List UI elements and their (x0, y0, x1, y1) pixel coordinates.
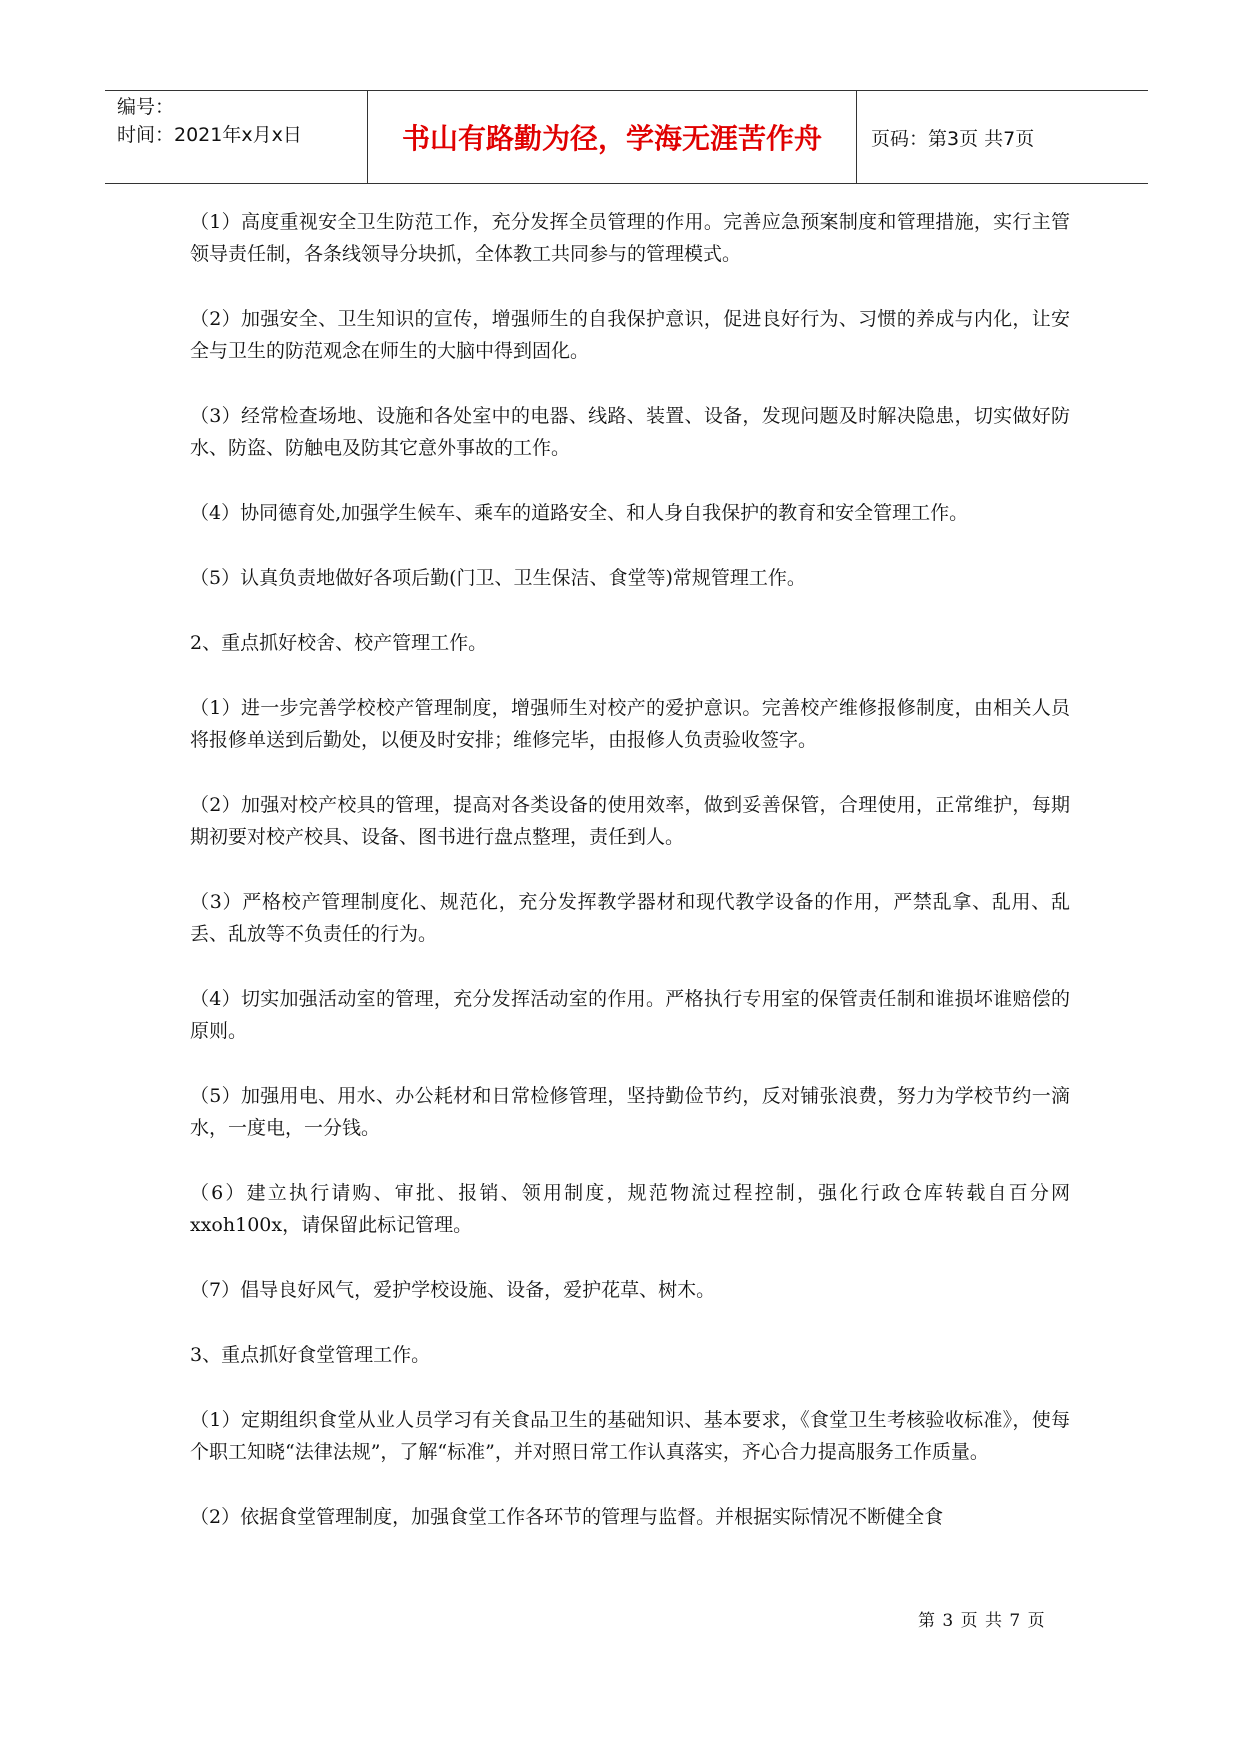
paragraph: （3）严格校产管理制度化、规范化，充分发挥教学器材和现代教学设备的作用，严禁乱拿、乱用、乱丢、乱放等不负责任的行为。 (190, 891, 1070, 945)
paragraph: （5）认真负责地做好各项后勤(门卫、卫生保洁、食堂等)常规管理工作。 (190, 567, 806, 589)
paragraph: （7）倡导良好风气，爱护学校设施、设备，爱护花草、树木。 (190, 1279, 716, 1301)
time-label: 时间：2021年x月x日 (117, 124, 302, 146)
paragraph: （4）协同德育处,加强学生候车、乘车的道路安全、和人身自我保护的教育和安全管理工作。 (190, 502, 969, 524)
paragraph: （2）依据食堂管理制度，加强食堂工作各环节的管理与监督。并根据实际情况不断健全食 (190, 1506, 944, 1528)
number-label: 编号： (117, 96, 175, 118)
document-header (105, 90, 1148, 184)
paragraph: （1）定期组织食堂从业人员学习有关食品卫生的基础知识、基本要求，《食堂卫生考核验收标准》，使每个职工知晓“法律法规”，了解“标准”，并对照日常工作认真落实，齐心合力提高服务工作质量。 (190, 1409, 1070, 1463)
header-meta (105, 91, 368, 183)
paragraph: （1）进一步完善学校校产管理制度，增强师生对校产的爱护意识。完善校产维修报修制度，由相关人员将报修单送到后勤处，以便及时安排；维修完毕，由报修人负责验收签字。 (190, 697, 1070, 751)
paragraph: （3）经常检查场地、设施和各处室中的电器、线路、装置、设备，发现问题及时解决隐患，切实做好防水、防盗、防触电及防其它意外事故的工作。 (190, 405, 1070, 459)
paragraph: （2）加强对校产校具的管理，提高对各类设备的使用效率，做到妥善保管，合理使用，正常维护，每期期初要对校产校具、设备、图书进行盘点整理，责任到人。 (190, 794, 1070, 848)
header-motto: 书山有路勤为径，学海无涯苦作舟 (368, 91, 857, 183)
paragraph: （6）建立执行请购、审批、报销、领用制度，规范物流过程控制，强化行政仓库转载自百分网xxoh100x，请保留此标记管理。 (190, 1182, 1070, 1236)
paragraph: （2）加强安全、卫生知识的宣传，增强师生的自我保护意识，促进良好行为、习惯的养成与内化，让安全与卫生的防范观念在师生的大脑中得到固化。 (190, 308, 1070, 362)
paragraph: （1）高度重视安全卫生防范工作，充分发挥全员管理的作用。完善应急预案制度和管理措施，实行主管领导责任制，各条线领导分块抓，全体教工共同参与的管理模式。 (190, 211, 1070, 265)
paragraph: （4）切实加强活动室的管理，充分发挥活动室的作用。严格执行专用室的保管责任制和谁损坏谁赔偿的原则。 (190, 988, 1070, 1042)
header-page-info: 页码：第3页 共7页 (871, 127, 1035, 150)
document-body (190, 206, 1070, 1566)
section-heading: 3、重点抓好食堂管理工作。 (190, 1344, 431, 1366)
section-heading: 2、重点抓好校舍、校产管理工作。 (190, 632, 488, 654)
paragraph: （5）加强用电、用水、办公耗材和日常检修管理，坚持勤俭节约，反对铺张浪费，努力为学校节约一滴水，一度电，一分钱。 (190, 1085, 1070, 1139)
page-footer: 第 3 页 共 7 页 (918, 1611, 1046, 1631)
